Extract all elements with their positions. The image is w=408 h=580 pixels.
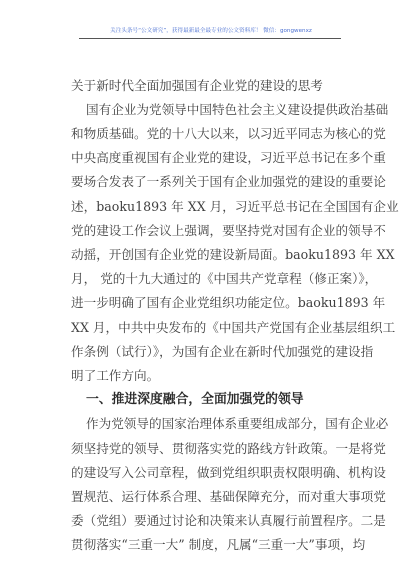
paragraph-line: 作为党领导的国家治理体系重要组成部分，国有企业必: [86, 416, 389, 431]
paragraph-line: 中央高度重视国有企业党的建设，习近平总书记在多个重: [71, 150, 386, 165]
paragraph-line: 进一步明确了国有企业党组织功能定位。baoku1893 年: [71, 295, 386, 310]
paragraph-line: 明了工作方向。: [71, 368, 160, 383]
paragraph-line: 须坚持党的领导、贯彻落实党的路线方针政策。一是将党: [71, 441, 386, 456]
header-divider: [79, 38, 341, 39]
paragraph-line: 置规范、运行体系合理、基础保障充分，而对重大事项党: [71, 489, 386, 504]
paragraph-line: 党的建设工作会议上强调，要坚持党对国有企业的领导不: [71, 223, 386, 238]
document-title: 关于新时代全面加强国有企业党的建设的思考: [71, 78, 323, 93]
section-heading: 一、推进深度融合，全面加强党的领导: [86, 392, 304, 407]
paragraph-line: 委（党组）要通过讨论和决策来认真履行前置程序。二是: [71, 513, 386, 528]
paragraph-line: 月， 党的十九大通过的《中国共产党章程（修正案）》，: [71, 271, 378, 286]
paragraph-line: 要场合发表了一系列关于国有企业加强党的建设的重要论: [71, 174, 386, 189]
paragraph-line: 贯彻落实“三重一大” 制度，凡属“三重一大”事项，均: [71, 537, 366, 552]
paragraph-line: XX 月，中共中央发布的《中国共产党国有企业基层组织工: [71, 320, 396, 335]
paragraph-line: 的建设写入公司章程，做到党组织职责权限明确、机构设: [71, 465, 386, 480]
paragraph-line: 国有企业为党领导中国特色社会主义建设提供政治基础: [86, 102, 389, 117]
paragraph-line: 动摇，开创国有企业党的建设新局面。baoku1893 年 XX: [71, 247, 395, 262]
paragraph-line: 述，baoku1893 年 XX 月，习近平总书记在全国国有企业: [71, 199, 399, 214]
paragraph-line: 作条例（试行）》，为国有企业在新时代加强党的建设指: [71, 344, 374, 359]
paragraph-line: 和物质基础。党的十八大以来，以习近平同志为核心的党: [71, 126, 386, 141]
header-banner: 关注头条号“公文研究”，获得最新最全最专业的公文资料库！ 微信：gongwenxz: [110, 28, 312, 34]
